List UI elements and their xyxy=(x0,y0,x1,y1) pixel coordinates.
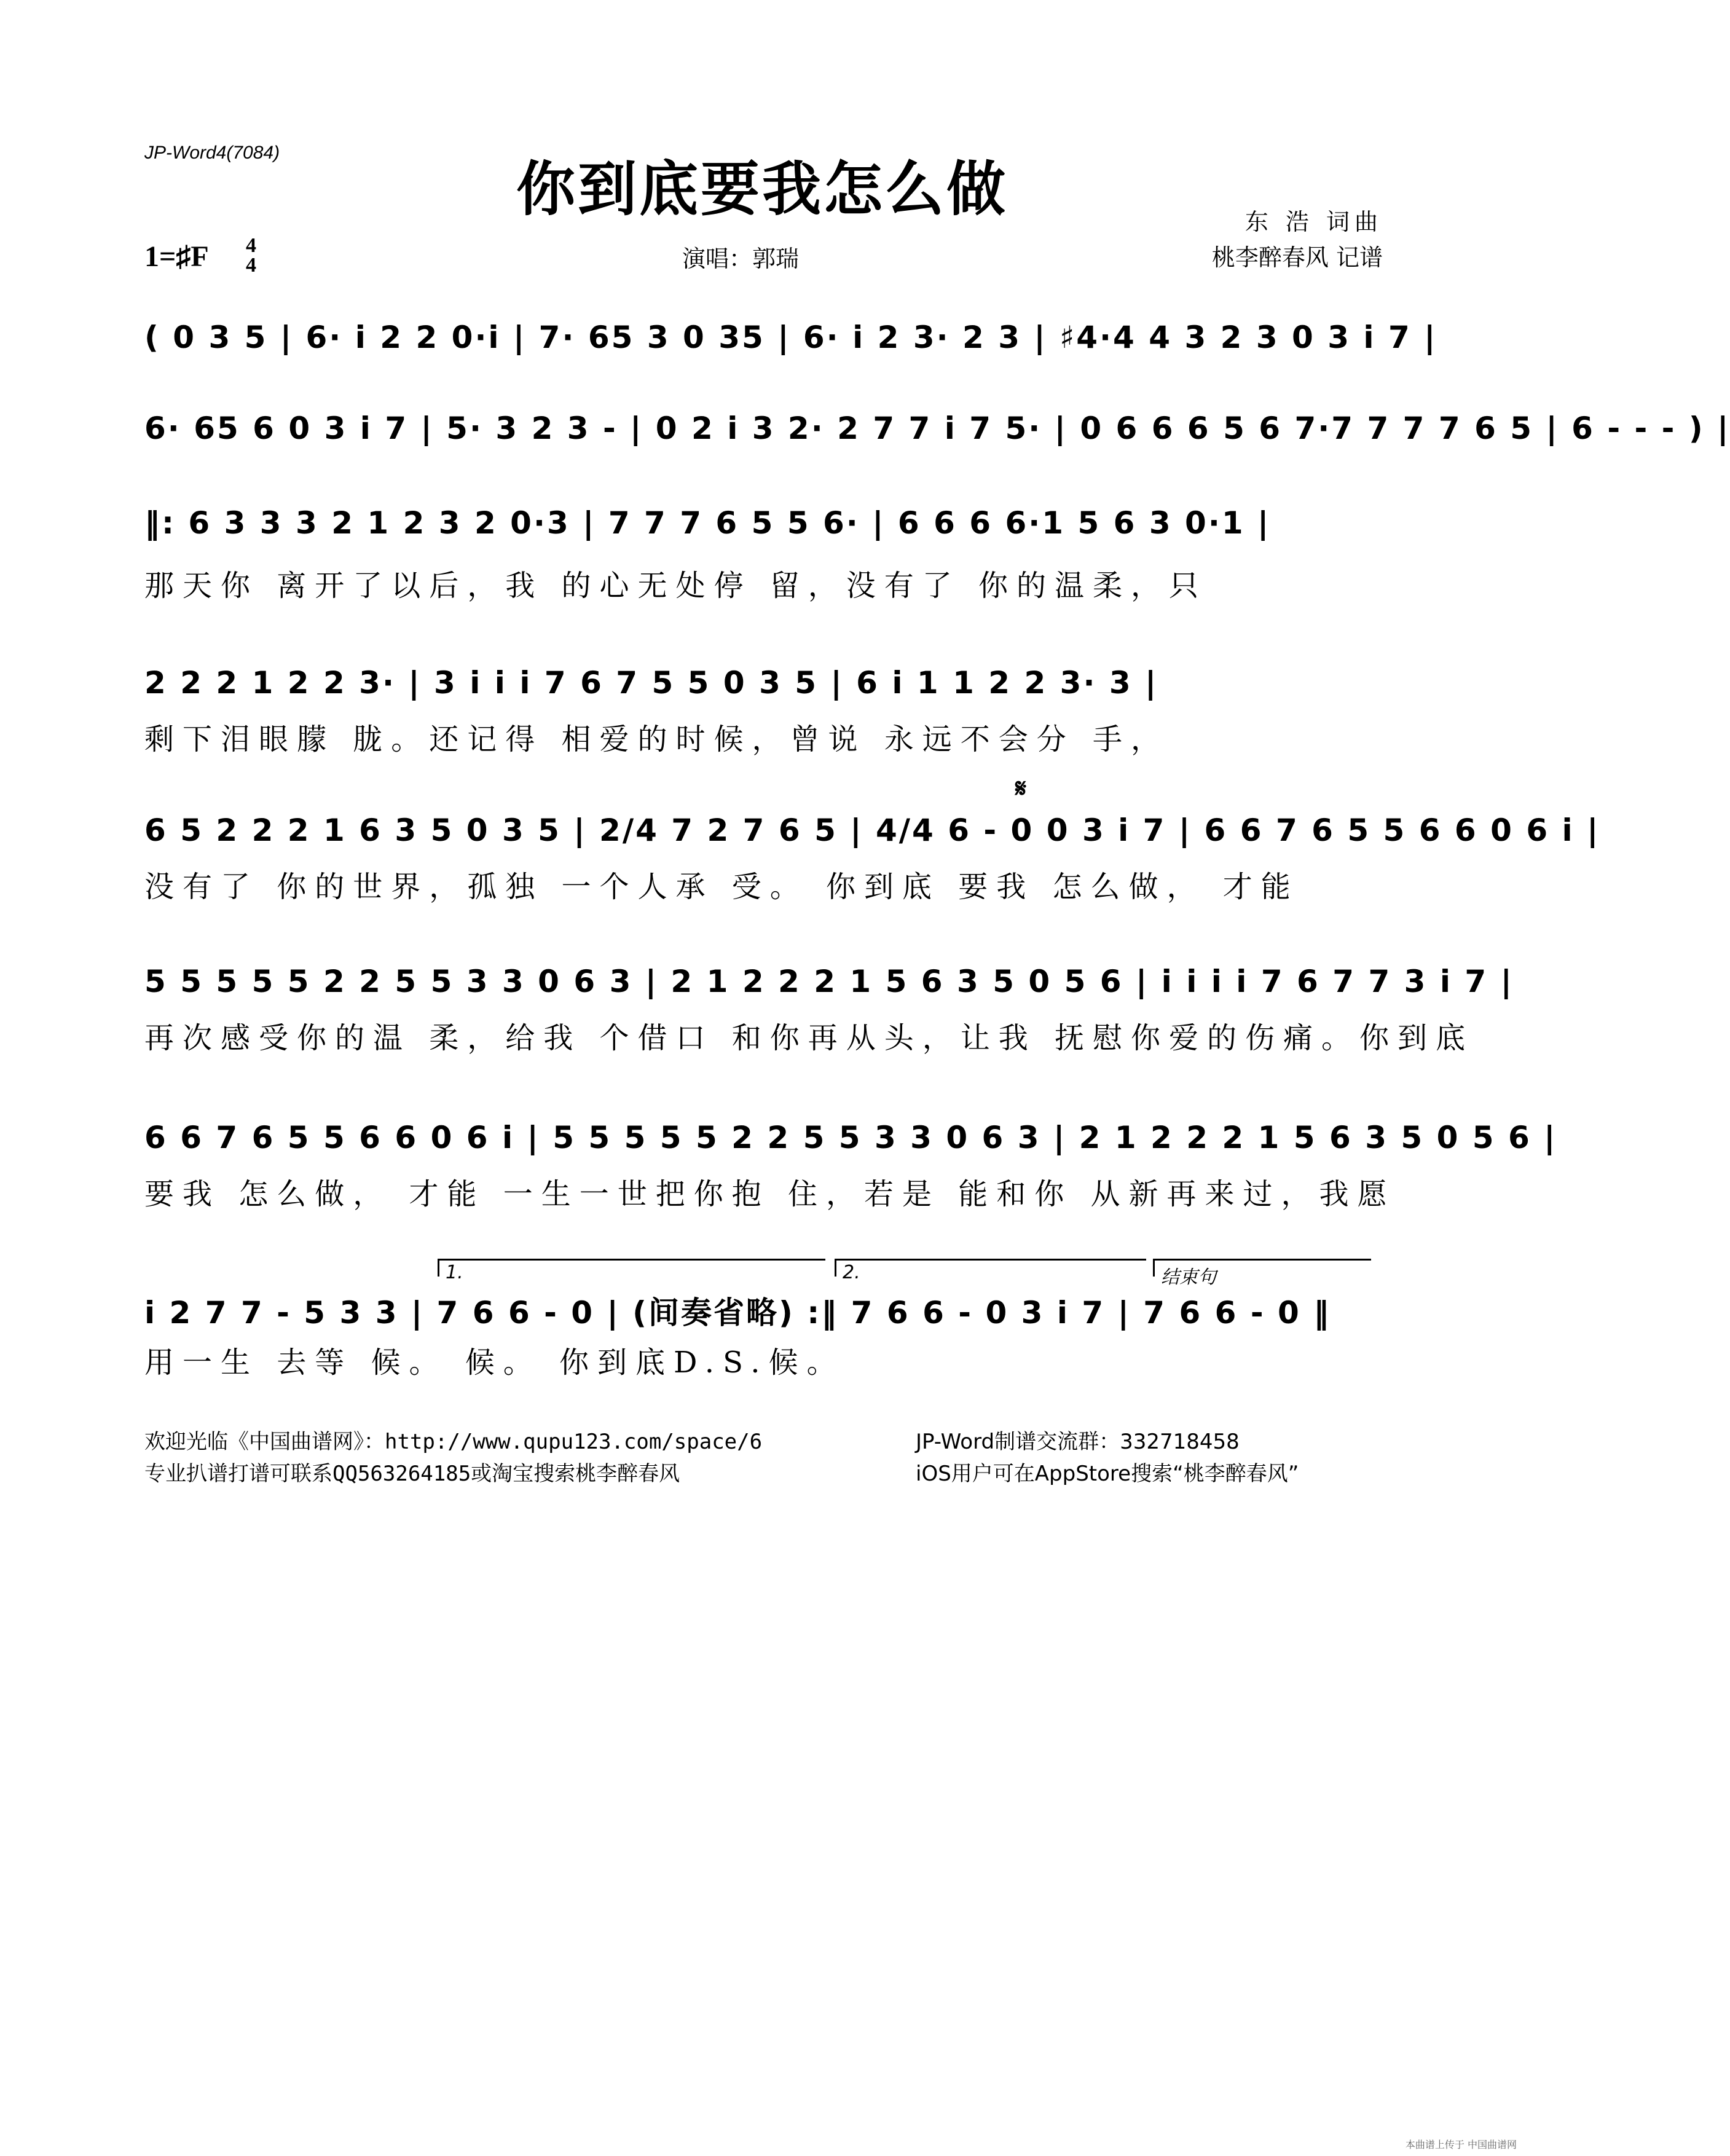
footer-group-line: JP-Word制谱交流群：332718458 xyxy=(916,1430,1240,1454)
volta-first-label: 1. xyxy=(446,1262,463,1283)
site-watermark: 本曲谱上传于 中国曲谱网 xyxy=(1405,2139,1517,2150)
time-signature-bottom: 4 xyxy=(246,254,256,277)
volta-ending-label: 结束句 xyxy=(1161,1267,1216,1288)
volta-first xyxy=(438,1259,825,1283)
lyrics-line: 那天你 离开了以后，我 的心无处停 留，没有了 你的温柔，只 xyxy=(144,569,1208,603)
footer-ios-line: iOS用户可在AppStore搜索“桃李醉春风” xyxy=(916,1462,1299,1486)
volta-second xyxy=(835,1259,1146,1283)
lyrics-line: 剩下泪眼朦 胧。还记得 相爱的时候，曾说 永远不会分 手， xyxy=(144,722,1170,757)
software-label: JP-Word4(7084) xyxy=(144,143,280,163)
notes-line: ( 0 3 5 | 6· i 2 2 0·i | 7· 65 3 0 35 | 6· i 2 3· 2 3 | ♯4·4 4 3 2 3 0 3 i 7 | xyxy=(144,320,1437,355)
notes-line: 6 6 7 6 5 5 6 6 0 6 i | 5 5 5 5 5 2 2 5 5 3 3 0 6 3 | 2 1 2 2 2 1 5 6 3 5 0 5 6 | xyxy=(144,1120,1557,1155)
footer-promo-line-1: 欢迎光临《中国曲谱网》：http://www.qupu123.com/space/6 xyxy=(144,1430,763,1454)
notes-line: 2 2 2 1 2 2 3· | 3 i i i 7 6 7 5 5 0 3 5 | 6 i 1 1 2 2 3· 3 | xyxy=(144,665,1158,701)
singer: 演唱：郭瑞 xyxy=(682,245,800,272)
notes-line: 6· 65 6 0 3 i 7 | 5· 3 2 3 - | 0 2 i 3 2· 2 7 7 i 7 5· | 0 6 6 6 5 6 7·7 7 7 7 6 5 | 6 - - - ) | xyxy=(144,411,1730,446)
key-signature: 1=♯F xyxy=(144,240,209,273)
song-title: 你到底要我怎么做 xyxy=(516,154,1008,224)
time-signature-top: 4 xyxy=(246,234,256,257)
notes-line: i 2 7 7 - 5 3 3 | 7 6 6 - 0 | (间奏省略) :‖ 7 6 6 - 0 3 i 7 | 7 6 6 - 0 ‖ xyxy=(144,1295,1331,1331)
lyrics-line: 再次感受你的温 柔，给我 个借口 和你再从头，让我 抚慰你爱的伤痛。你到底 xyxy=(144,1021,1474,1055)
footer-promo-line-2: 专业扒谱打谱可联系QQ563264185或淘宝搜索桃李醉春风 xyxy=(144,1462,680,1486)
time-signature xyxy=(246,236,256,275)
volta-second-label: 2. xyxy=(843,1262,860,1283)
segno-sign: 𝄋 xyxy=(1015,773,1027,803)
lyrics-line: 没有了 你的世界，孤独 一个人承 受。 你到底 要我 怎么做， 才能 xyxy=(144,870,1299,904)
credit-words-music: 东 浩 词曲 xyxy=(1244,208,1383,235)
credit-transcriber: 桃李醉春风 记谱 xyxy=(1211,244,1383,271)
notes-line: 5 5 5 5 5 2 2 5 5 3 3 0 6 3 | 2 1 2 2 2 1 5 6 3 5 0 5 6 | i i i i 7 6 7 7 3 i 7 | xyxy=(144,964,1514,999)
notes-line: 6 5 2 2 2 1 6 3 5 0 3 5 | 2/4 7 2 7 6 5 | 4/4 6 - 0 0 3 i 7 | 6 6 7 6 5 5 6 6 0 6 i | xyxy=(144,812,1600,848)
lyrics-line: 要我 怎么做， 才能 一生一世把你抱 住，若是 能和你 从新再来过，我愿 xyxy=(144,1177,1396,1211)
volta-ending xyxy=(1153,1259,1371,1288)
lyrics-line: 用一生 去等 候。 候。 你到底D.S.候。 xyxy=(144,1345,845,1380)
notes-line: ‖: 6 3 3 3 2 1 2 3 2 0·3 | 7 7 7 6 5 5 6· | 6 6 6 6·1 5 6 3 0·1 | xyxy=(144,505,1271,541)
